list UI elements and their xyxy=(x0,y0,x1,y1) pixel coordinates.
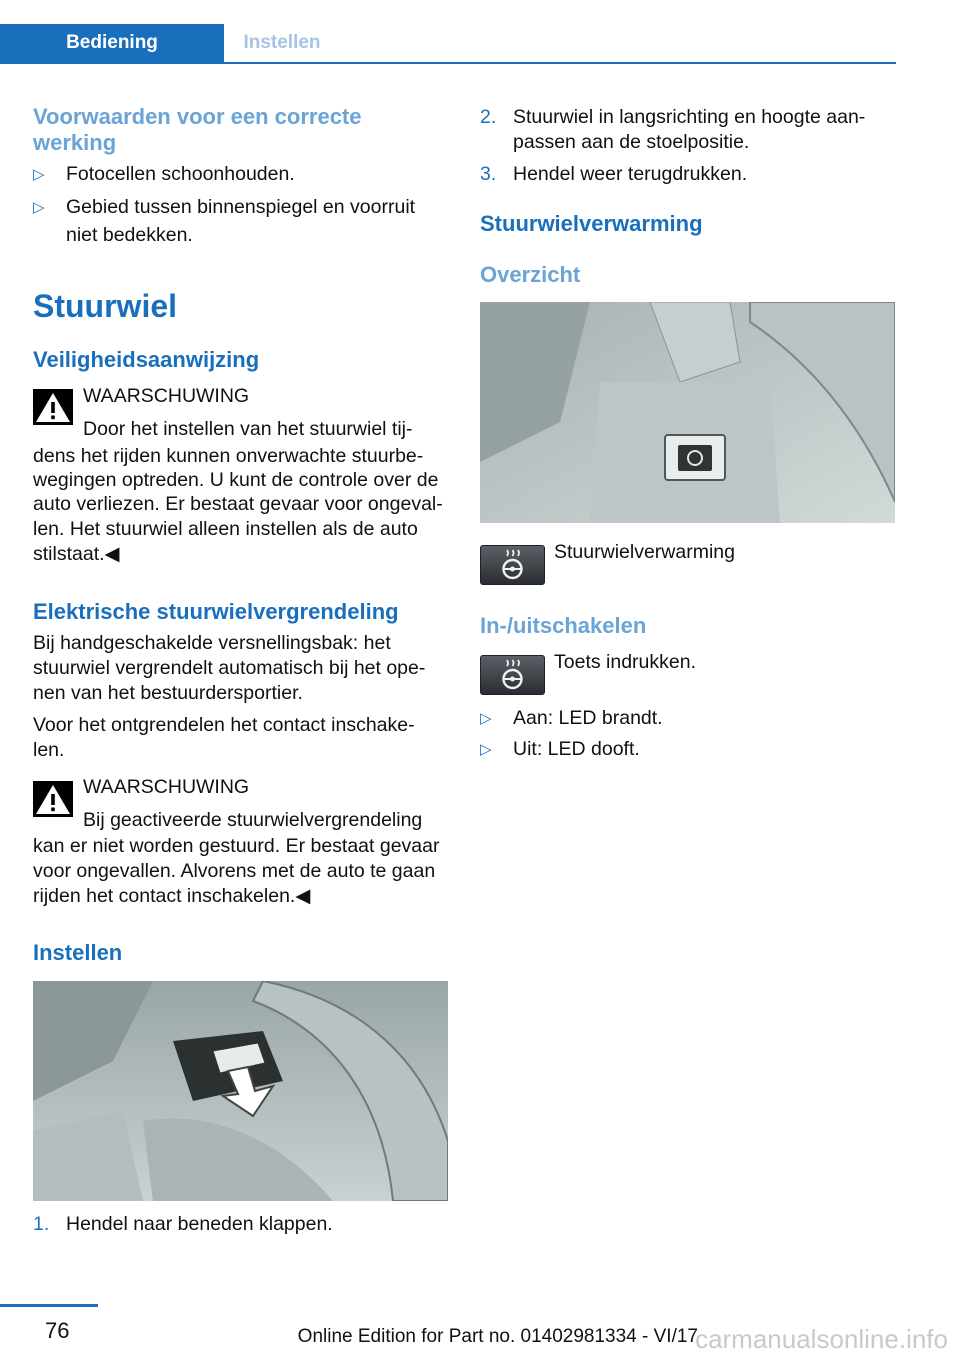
step-text: Hendel naar beneden klappen. xyxy=(66,1213,333,1235)
warning1-label: WAARSCHUWING xyxy=(83,385,250,407)
footer-rule xyxy=(0,1304,98,1307)
warning2-line: Bij geactiveerde stuurwielvergrendeling xyxy=(83,809,423,831)
sensors-heading: Voorwaarden voor een correcte werking xyxy=(33,104,362,155)
warning-icon xyxy=(33,781,73,817)
steering-heating-button-icon xyxy=(480,545,545,585)
warning2-line: voor ongevallen. Alvorens met de auto te gaan xyxy=(33,860,436,882)
heating-heading: Stuurwielverwarming xyxy=(480,211,703,236)
warning1-line: len. Het stuurwiel alleen instellen als de auto xyxy=(33,518,418,540)
warning1-line: Door het instellen van het stuurwiel tij- xyxy=(83,418,413,440)
warning-icon xyxy=(33,389,73,425)
step-text: passen aan de stoelpositie. xyxy=(513,131,750,153)
page-number: 76 xyxy=(45,1318,70,1343)
step-text: Stuurwiel in langsrichting en hoogte aan- xyxy=(513,106,866,128)
steering-lever-illustration xyxy=(33,981,448,1201)
safety-heading: Veiligheidsaanwijzing xyxy=(33,347,260,372)
steering-heating-button-icon xyxy=(480,655,545,695)
lock-heading: Elektrische stuurwielvergrendeling xyxy=(33,599,399,624)
lock-paragraph-line: nen van het bestuurdersportier. xyxy=(33,682,303,704)
step-number: 3. xyxy=(480,163,497,185)
triangle-bullet-icon: ▷ xyxy=(480,741,492,758)
lock-paragraph-line: Bij handgeschakelde versnellingsbak: het xyxy=(33,632,391,654)
tab-instellen[interactable]: Instellen xyxy=(243,32,321,53)
header-tabs xyxy=(0,24,896,64)
step-number: 1. xyxy=(33,1213,50,1235)
warning1-line: auto verliezen. Er bestaat gevaar voor ongeval- xyxy=(33,493,443,515)
tab-bediening[interactable]: Bediening xyxy=(0,24,224,62)
lock-paragraph-line: Voor het ontgrendelen het contact inschake- xyxy=(33,714,415,736)
triangle-bullet-icon: ▷ xyxy=(480,710,492,727)
button-caption: Stuurwielverwarming xyxy=(554,541,735,563)
section-title: Stuurwiel xyxy=(33,288,178,324)
warning1-line: dens het rijden kunnen onverwachte stuurbe- xyxy=(33,445,424,467)
watermark: carmanualsonline.info xyxy=(695,1324,948,1354)
step-number: 2. xyxy=(480,106,497,128)
warning1-line: wegingen optreden. U kunt de controle over de xyxy=(33,469,439,491)
triangle-bullet-icon: ▷ xyxy=(33,166,45,183)
heating-button-illustration xyxy=(480,302,895,523)
warning2-label: WAARSCHUWING xyxy=(83,776,250,798)
overview-heading: Overzicht xyxy=(480,262,581,287)
triangle-bullet-icon: ▷ xyxy=(33,199,45,216)
warning2-line: rijden het contact inschakelen.◀ xyxy=(33,885,311,907)
step-text: Hendel weer terugdrukken. xyxy=(513,163,748,185)
adjust-heading: Instellen xyxy=(33,940,123,965)
warning2-line: kan er niet worden gestuurd. Er bestaat gevaar xyxy=(33,835,440,857)
lock-paragraph-line: stuurwiel vergrendelt automatisch bij het ope- xyxy=(33,657,426,679)
onoff-heading: In-/uitschakelen xyxy=(480,613,647,638)
warning1-line: stilstaat.◀ xyxy=(33,543,120,565)
lock-paragraph-line: len. xyxy=(33,739,65,761)
press-instruction: Toets indrukken. xyxy=(554,651,696,673)
edition-text: Online Edition for Part no. 01402981334 - VI/17 xyxy=(297,1326,698,1347)
